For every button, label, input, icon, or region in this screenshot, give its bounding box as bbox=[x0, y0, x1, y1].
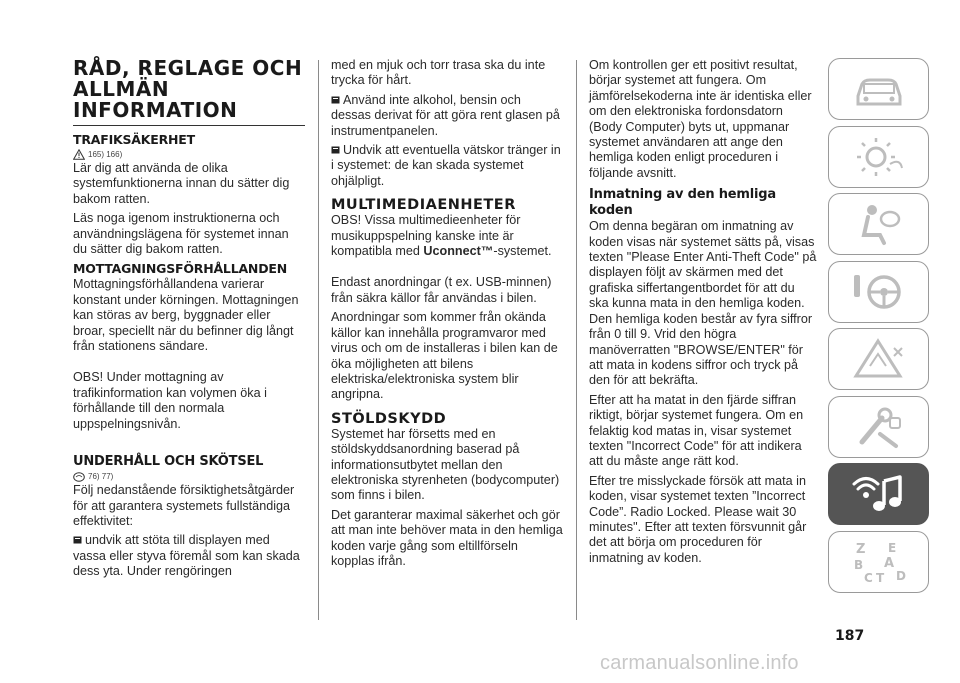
brand-name: Uconnect™ bbox=[423, 244, 494, 259]
reference-maintenance bbox=[73, 471, 305, 482]
index-letter: A bbox=[883, 555, 894, 571]
heading-secret-code: Inmatning av den hemliga koden bbox=[589, 187, 776, 219]
tab-driving[interactable] bbox=[828, 261, 929, 323]
chapter-sidebar bbox=[828, 58, 929, 598]
paragraph: Lär dig att använda de olika systemfunktionerna innan du sätter dig bakom ratten. bbox=[73, 161, 290, 206]
heading-multimedia: MULTIMEDIAENHETER bbox=[331, 197, 516, 214]
reference-numbers: 76) 77) bbox=[88, 472, 114, 482]
paragraph: Efter tre misslyckade försök att mata in koden, visar systemet texten ”Incorrect Code”. Radio Locked. Please wait 30 minutes". Efter att texten försvunnit går det att börja om proceduren för inmatning av koden. bbox=[589, 473, 807, 565]
lights-icon bbox=[850, 134, 908, 180]
heading-anti-theft: STÖLDSKYDD bbox=[331, 410, 447, 427]
paragraph: med en mjuk och torr trasa ska du inte trycka för hårt. bbox=[331, 58, 546, 88]
paragraph: OBS! Vissa multimedieenheter för musikuppspelning kanske inte är kompatibla med Uconnect™-systemet. bbox=[331, 213, 552, 259]
index-letter: E bbox=[887, 540, 896, 555]
service-tools-icon bbox=[850, 404, 908, 450]
heading-reception: MOTTAGNINGSFÖRHÅLLANDEN bbox=[73, 261, 287, 277]
index-letter: C bbox=[863, 570, 873, 585]
bullet-icon bbox=[331, 96, 340, 104]
heading-traffic-safety: TRAFIKSÄKERHET bbox=[73, 132, 195, 147]
reference-traffic bbox=[73, 149, 305, 160]
tab-car[interactable] bbox=[828, 58, 929, 120]
index-letter: Z bbox=[855, 541, 865, 557]
tab-emergency[interactable] bbox=[828, 328, 929, 390]
multimedia-icon bbox=[850, 471, 908, 517]
column-1 bbox=[73, 58, 305, 584]
column-divider-2 bbox=[576, 60, 577, 620]
paragraph: Efter att ha matat in den fjärde siffran riktigt, börjar systemet fungera. Om en felaktig kod matas in, visar systemet texten "Incorrect Code" för att indikera att du måste ange rätt kod. bbox=[589, 392, 804, 469]
alphabet-index-icon bbox=[850, 539, 908, 585]
bullet-item: Använd inte alkohol, bensin och dessas derivat för att göra rent glasen på instrumentpanelen. bbox=[331, 92, 560, 138]
footer-watermark: carmanualsonline.info bbox=[600, 652, 799, 674]
paragraph: Anordningar som kommer från okända källor kan innehålla programvaror med virus och om de installeras i bilen kan de öka möjligheten att bilens elektriska/elektroniska system blir angripna. bbox=[331, 310, 558, 402]
bullet-item: Undvik att eventuella vätskor tränger in i systemet: de kan skada systemet ohjälpligt. bbox=[331, 143, 561, 188]
index-letter: T bbox=[875, 570, 884, 585]
page-title: RÅD, REGLAGE OCH ALLMÄN INFORMATION bbox=[73, 58, 305, 126]
tab-service[interactable] bbox=[828, 396, 929, 458]
paragraph: Endast anordningar (t ex. USB-minnen) från säkra källor får användas i bilen. bbox=[331, 275, 552, 305]
warning-triangle-icon bbox=[850, 336, 908, 382]
page-number: 187 bbox=[835, 628, 865, 644]
tab-lights[interactable] bbox=[828, 126, 929, 188]
paragraph: Om denna begäran om inmatning av koden visas när systemet sätts på, visas texten "Please Enter Anti-Theft Code" på displayen följt av skärmen med det grafiska siffertangentbordet för att du ska kunna mata in den hemliga koden. Den hemliga koden består av fyra siffror från 0 till 9. Vrid den högra manöverratten "BROWSE/ENTER" för att mata in kodens siffror och tryck på den för att bekräfta. bbox=[589, 219, 817, 388]
steering-wheel-icon bbox=[850, 269, 908, 315]
car-icon bbox=[850, 66, 908, 112]
paragraph: Om kontrollen ger ett positivt resultat, börjar systemet att fungera. Om jämförelsekoderna inte är identiska eller om den elektroniska fordonsdatorn (Body Computer) byts ut, uppmanar systemet användaren att ange den hemliga koden enligt proceduren i följande avsnitt. bbox=[589, 58, 812, 180]
tab-index[interactable] bbox=[828, 531, 929, 593]
paragraph: OBS! Under mottagning av trafikinformation kan volymen öka i förhållande till den normala uppspelningsnivån. bbox=[73, 370, 267, 431]
bullet-icon bbox=[331, 146, 340, 154]
column-3 bbox=[589, 58, 817, 570]
seat-airbag-icon bbox=[850, 201, 908, 247]
paragraph: Det garanterar maximal säkerhet och gör att man inte behöver mata in den hemliga koden varje gång som eltillförseln kopplas ifrån. bbox=[331, 507, 563, 568]
tab-multimedia[interactable] bbox=[828, 463, 929, 525]
reference-numbers: 165) 166) bbox=[88, 150, 123, 159]
bullet-icon bbox=[73, 536, 82, 544]
bullet-item: undvik att stöta till displayen med vassa eller styva föremål som kan skada dess yta. Under rengöringen bbox=[73, 533, 300, 579]
column-2 bbox=[331, 58, 563, 573]
paragraph: Systemet har försetts med en stöldskyddsanordning baserad på informationsutbytet mellan den elektroniska styrenheten (bodycomputer) som finns i bilen. bbox=[331, 426, 560, 503]
heading-maintenance: UNDERHÅLL OCH SKÖTSEL bbox=[73, 454, 264, 470]
paragraph: Mottagningsförhållandena varierar konstant under körningen. Mottagningen kan störas av berg, byggnader eller broar, speciellt när du befinner dig långt från stationens sändare. bbox=[73, 277, 299, 354]
column-divider-1 bbox=[318, 60, 319, 620]
tab-safety[interactable] bbox=[828, 193, 929, 255]
warning-icon bbox=[73, 149, 85, 160]
index-letter: D bbox=[895, 568, 906, 583]
index-letter: B bbox=[853, 557, 863, 572]
caution-icon bbox=[73, 471, 85, 482]
paragraph: Följ nedanstående försiktighetsåtgärder för att garantera systemets fullständiga effektivitet: bbox=[73, 483, 295, 528]
paragraph: Läs noga igenom instruktionerna och användningslägena för systemet innan du sätter dig bakom ratten. bbox=[73, 211, 289, 257]
